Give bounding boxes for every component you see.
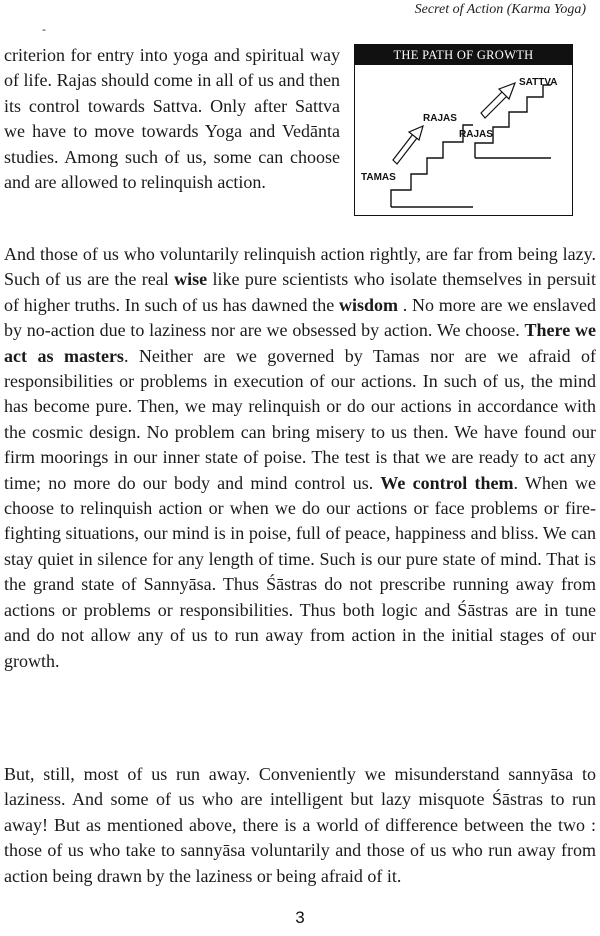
p2-bold-masters: There we act as masters bbox=[4, 320, 596, 366]
label-rajas-lower: RAJAS bbox=[459, 129, 493, 140]
p2-text-4: . Neither are we governed by Tamas nor are we afraid of responsibilities or problems in execution of our actions. In such of us, the mind has become pure. Then, we may relinquish or do our actions in accordance with the cosmic design. No problem can bring misery to us then. We have found our firm moorings in our inner state of poise. The test is that we are ready to act any time; no more do our body and mind control us. bbox=[4, 345, 596, 493]
path-of-growth-figure bbox=[354, 44, 573, 216]
rajas-to-sattva-arrow bbox=[481, 83, 515, 118]
label-rajas-upper: RAJAS bbox=[423, 113, 457, 124]
figure-title: THE PATH OF GROWTH bbox=[355, 45, 572, 65]
label-tamas: TAMAS bbox=[361, 172, 396, 183]
page-number: 3 bbox=[295, 908, 305, 927]
staircase-diagram bbox=[355, 65, 572, 215]
rajas-stairs bbox=[475, 85, 551, 158]
p2-text-2: like pure scientists who isolate themselves in persuit of higher truths. In such of us has dawned the bbox=[4, 269, 596, 315]
p2-text-1: And those of us who voluntarily relinquish action rightly, are far from being lazy. Such of us are the real bbox=[4, 244, 596, 290]
p2-text-5: . When we choose to relinquish action or when we do our actions or face problems or fire-fighting situations, our mind is in poise, full of peace, happiness and bliss. We can stay quiet in silence for any length of time. Such is our pure state of mind. That is the grand state of Sannyāsa. Thus Śāstras do not prescribe running away from actions or problems or responsibilities. Thus both logic and Śāstras are in tune and do not allow any of us to run away from action in the initial stages of our growth. bbox=[4, 472, 596, 671]
p2-bold-wise: wise bbox=[174, 269, 208, 290]
paragraph-2 bbox=[4, 242, 596, 674]
label-sattva: SATTVA bbox=[519, 77, 558, 88]
p2-bold-control: We control them bbox=[380, 472, 514, 493]
paragraph-1: criterion for entry into yoga and spiritual way of life. Rajas should come in all of us and then its control towards Sattva. Only after Sattva we have to move towards Yoga and Vedānta studies. Among such of us, some can choose and are allowed to relinquish action. bbox=[4, 45, 340, 193]
p2-bold-wisdom: wisdom bbox=[339, 294, 399, 315]
tamas-to-rajas-arrow bbox=[393, 126, 423, 164]
paragraph-3: But, still, most of us run away. Conveniently we misunderstand sannyāsa to laziness. And some of us who are intelligent but lazy misquote Śāstras to run away! But as mentioned above, there is a world of difference between the two : those of us who take to sannyāsa voluntarily and those of us who run away from action being drawn by the laziness or being afraid of it. bbox=[4, 764, 596, 886]
margin-mark: - bbox=[42, 22, 46, 36]
p2-text-3: . No more are we enslaved by no-action due to laziness nor are we obsessed by action. We choose. bbox=[4, 294, 596, 341]
running-head: Secret of Action (Karma Yoga) bbox=[414, 2, 586, 17]
